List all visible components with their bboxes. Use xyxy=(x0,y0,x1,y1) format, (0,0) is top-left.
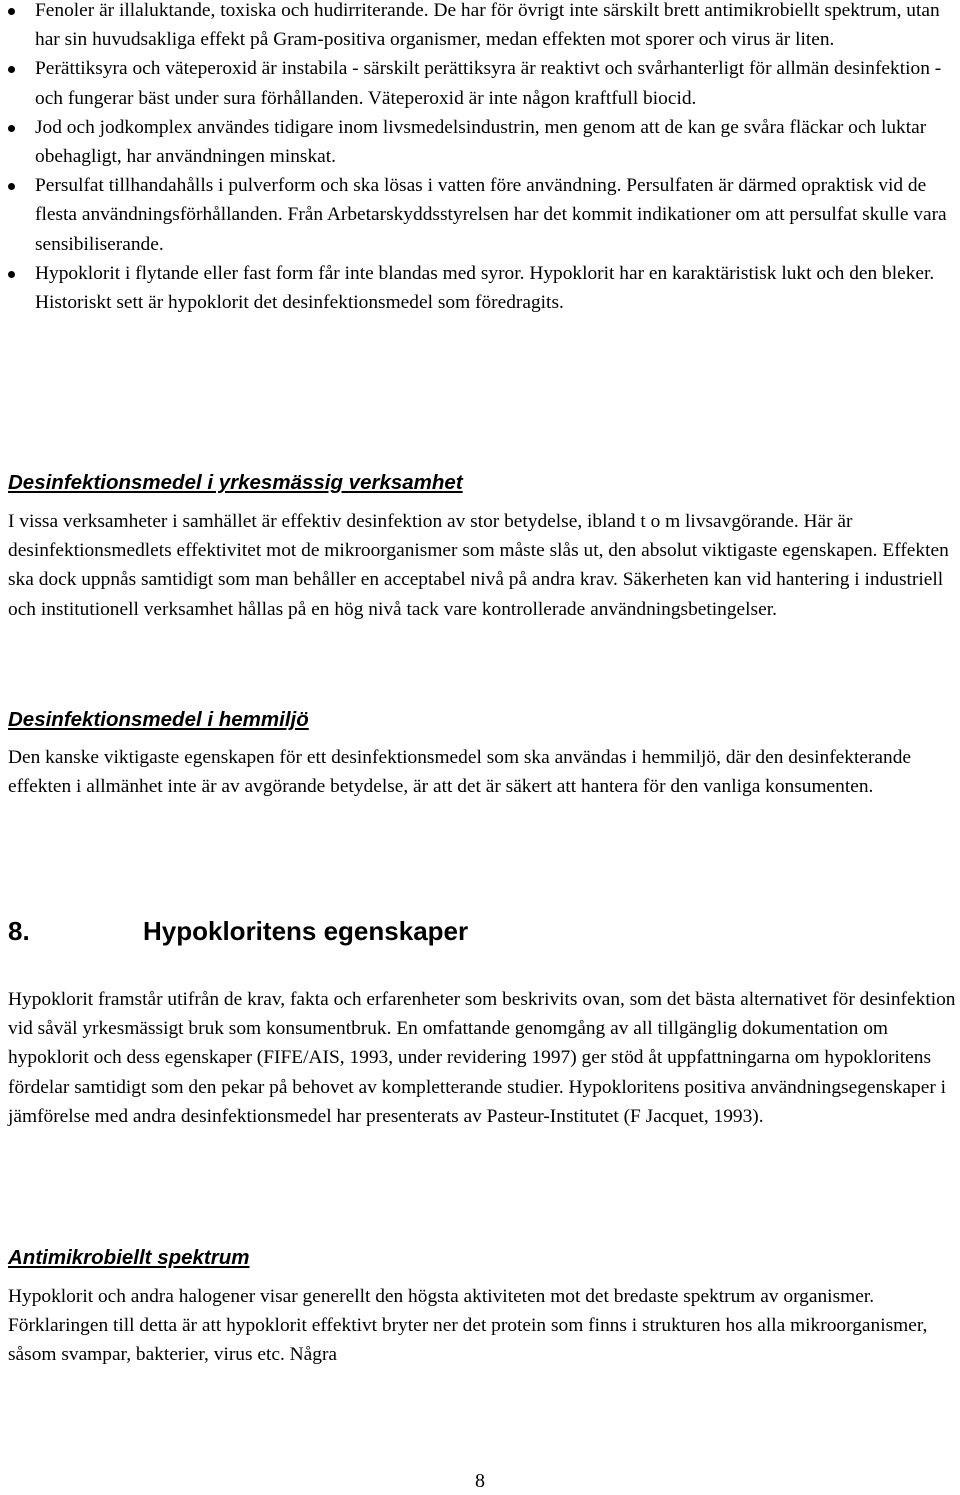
paragraph-professional-use: I vissa verksamheter i samhället är effektiv desinfektion av stor betydelse, ibland t o m livsavgörande. Här är desinfektionsmedlets effektivitet mot de mikroorganismer som måste slås ut, den absolut viktigaste egenskapen. Effekten ska dock uppnås samtidigt som man behåller en acceptabel nivå på andra krav. Säkerheten kan vid hantering i industriell och institutionell verksamhet hållas på en hög nivå tack vare kontrollerade användningsbetingelser. xyxy=(8,511,949,620)
bullet-dot-icon xyxy=(8,183,15,190)
bullet-dot-icon xyxy=(8,66,15,73)
bullet-dot-icon xyxy=(8,125,15,132)
bullet-item xyxy=(8,259,960,317)
section-heading xyxy=(8,915,468,947)
bullet-text: Persulfat tillhandahålls i pulverform och ska lösas i vatten före användning. Persulfaten är därmed opraktisk vid de flesta användningsförhållanden. Från Arbetarskyddsstyrelsen har det kommit indikationer om att persulfat skulle vara sensibiliserande. xyxy=(35,175,947,255)
bullet-item xyxy=(8,171,960,259)
paragraph-antimicrobial-spectrum: Hypoklorit och andra halogener visar generellt den högsta aktiviteten mot det bredaste spektrum av organismer. Förklaringen till detta är att hypoklorit effektivt bryter ner det protein som finns i strukturen hos alla mikroorganismer, såsom svampar, bakterier, virus etc. Några xyxy=(8,1286,928,1366)
bullet-dot-icon xyxy=(8,8,15,15)
page-number: 8 xyxy=(475,1470,485,1492)
bullet-text: Perättiksyra och väteperoxid är instabila - särskilt perättiksyra är reaktivt och svårhanterligt för allmän desinfektion - och fungerar bäst under sura förhållanden. Väteperoxid är inte någon kraftfull biocid. xyxy=(35,58,942,109)
heading-home-use: Desinfektionsmedel i hemmiljö xyxy=(8,708,309,731)
section-number: 8. xyxy=(8,916,30,946)
section-title: Hypokloritens egenskaper xyxy=(143,916,469,946)
heading-antimicrobial-spectrum: Antimikrobiellt spektrum xyxy=(8,1246,250,1269)
bullet-item xyxy=(8,113,960,171)
bullet-list xyxy=(8,0,960,317)
heading-professional-use: Desinfektionsmedel i yrkesmässig verksamhet xyxy=(8,471,463,494)
bullet-item xyxy=(8,54,960,112)
bullet-dot-icon xyxy=(8,271,15,278)
bullet-item xyxy=(8,0,960,54)
bullet-text: Jod och jodkomplex användes tidigare inom livsmedelsindustrin, men genom att de kan ge svåra fläckar och luktar obehagligt, har användningen minskat. xyxy=(35,116,927,168)
paragraph-home-use: Den kanske viktigaste egenskapen för ett desinfektionsmedel som ska användas i hemmiljö, där den desinfekterande effekten i allmänhet inte är av avgörande betydelse, är att det är säkert att hantera för den vanliga konsumenten. xyxy=(8,747,912,798)
paragraph-hypochlorite-properties: Hypoklorit framstår utifrån de krav, fakta och erfarenheter som beskrivits ovan, som det bästa alternativet för desinfektion vid såväl yrkesmässigt bruk som konsumentbruk. En omfattande genomgång av all tillgänglig dokumentation om hypoklorit och dess egenskaper (FIFE/AIS, 1993, under revidering 1997) ger stöd åt uppfattningarna om hypokloritens fördelar samtidigt som den pekar på behovet av kompletterande studier. Hypokloritens positiva användningsegenskaper i jämförelse med andra desinfektionsmedel har presenterats av Pasteur-Institutet (F Jacquet, 1993). xyxy=(8,989,956,1127)
bullet-text: Fenoler är illaluktande, toxiska och hudirriterande. De har för övrigt inte särskilt brett antimikrobiellt spektrum, utan har sin huvudsakliga effekt på Gram-positiva organismer, medan effekten mot sporer och virus är liten. xyxy=(35,0,940,51)
bullet-text: Hypoklorit i flytande eller fast form får inte blandas med syror. Hypoklorit har en karaktäristisk lukt och den bleker. Historiskt sett är hypoklorit det desinfektionsmedel som föredragits. xyxy=(35,262,935,314)
